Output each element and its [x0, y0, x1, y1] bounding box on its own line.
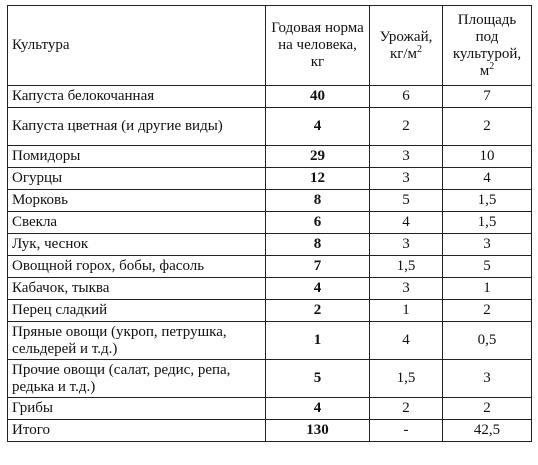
area-cell: 2: [443, 398, 532, 420]
table-row: [8, 168, 532, 190]
norm-cell: 130: [266, 420, 370, 442]
table-header-row: [8, 6, 532, 86]
area-cell: 10: [443, 146, 532, 168]
yield-cell: 1,5: [370, 360, 443, 398]
norm-cell: 6: [266, 212, 370, 234]
area-cell: 3: [443, 360, 532, 398]
header-norm: Годовая норма на человека, кг: [266, 6, 370, 86]
header-area: [443, 6, 532, 86]
crop-cell: Капуста цветная (и другие виды): [8, 108, 266, 146]
norm-cell: 8: [266, 234, 370, 256]
table-row: [8, 146, 532, 168]
norm-cell: 4: [266, 398, 370, 420]
crop-cell: Грибы: [8, 398, 266, 420]
norm-cell: 8: [266, 190, 370, 212]
crop-table-container: [7, 5, 532, 442]
yield-cell: 3: [370, 146, 443, 168]
table-row: [8, 278, 532, 300]
area-cell: 7: [443, 86, 532, 108]
header-yield-text: Урожай, кг/м: [379, 28, 433, 62]
area-cell: 3: [443, 234, 532, 256]
yield-cell: 3: [370, 278, 443, 300]
yield-cell: 2: [370, 398, 443, 420]
norm-cell: 5: [266, 360, 370, 398]
area-cell: 2: [443, 108, 532, 146]
table-row: [8, 398, 532, 420]
yield-cell: 3: [370, 234, 443, 256]
yield-cell: 5: [370, 190, 443, 212]
crop-cell: Капуста белокочанная: [8, 86, 266, 108]
header-area-text: Площадь под культурой, м: [452, 11, 522, 79]
crop-cell: Огурцы: [8, 168, 266, 190]
crop-cell: Свекла: [8, 212, 266, 234]
area-cell: 1: [443, 278, 532, 300]
norm-cell: 4: [266, 108, 370, 146]
yield-cell: 4: [370, 212, 443, 234]
crop-norms-table: [7, 5, 532, 442]
table-row: [8, 256, 532, 278]
norm-cell: 29: [266, 146, 370, 168]
crop-cell: Пряные овощи (укроп, петрушка, сельдерей и т.д.): [8, 322, 266, 360]
area-cell: 42,5: [443, 420, 532, 442]
yield-cell: 1,5: [370, 256, 443, 278]
table-row: [8, 234, 532, 256]
table-row: [8, 360, 532, 398]
area-cell: 1,5: [443, 190, 532, 212]
crop-cell: Итого: [8, 420, 266, 442]
table-row: [8, 86, 532, 108]
header-crop: Культура: [8, 6, 266, 86]
norm-cell: 2: [266, 300, 370, 322]
table-row: [8, 190, 532, 212]
area-cell: 2: [443, 300, 532, 322]
yield-cell: 1: [370, 300, 443, 322]
crop-cell: Помидоры: [8, 146, 266, 168]
area-cell: 0,5: [443, 322, 532, 360]
table-row: [8, 212, 532, 234]
crop-cell: Овощной горох, бобы, фасоль: [8, 256, 266, 278]
norm-cell: 7: [266, 256, 370, 278]
header-yield-sup: 2: [417, 43, 423, 55]
yield-cell: 2: [370, 108, 443, 146]
norm-cell: 1: [266, 322, 370, 360]
norm-cell: 12: [266, 168, 370, 190]
total-row: [8, 420, 532, 442]
yield-cell: -: [370, 420, 443, 442]
yield-cell: 3: [370, 168, 443, 190]
crop-cell: Кабачок, тыква: [8, 278, 266, 300]
table-row: [8, 322, 532, 360]
area-cell: 4: [443, 168, 532, 190]
crop-cell: Прочие овощи (салат, редис, репа, редька и т.д.): [8, 360, 266, 398]
table-row: [8, 108, 532, 146]
crop-cell: Перец сладкий: [8, 300, 266, 322]
yield-cell: 6: [370, 86, 443, 108]
table-row: [8, 300, 532, 322]
area-cell: 5: [443, 256, 532, 278]
norm-cell: 40: [266, 86, 370, 108]
yield-cell: 4: [370, 322, 443, 360]
crop-cell: Морковь: [8, 190, 266, 212]
area-cell: 1,5: [443, 212, 532, 234]
header-yield: [370, 6, 443, 86]
norm-cell: 4: [266, 278, 370, 300]
crop-cell: Лук, чеснок: [8, 234, 266, 256]
header-area-sup: 2: [489, 60, 495, 72]
